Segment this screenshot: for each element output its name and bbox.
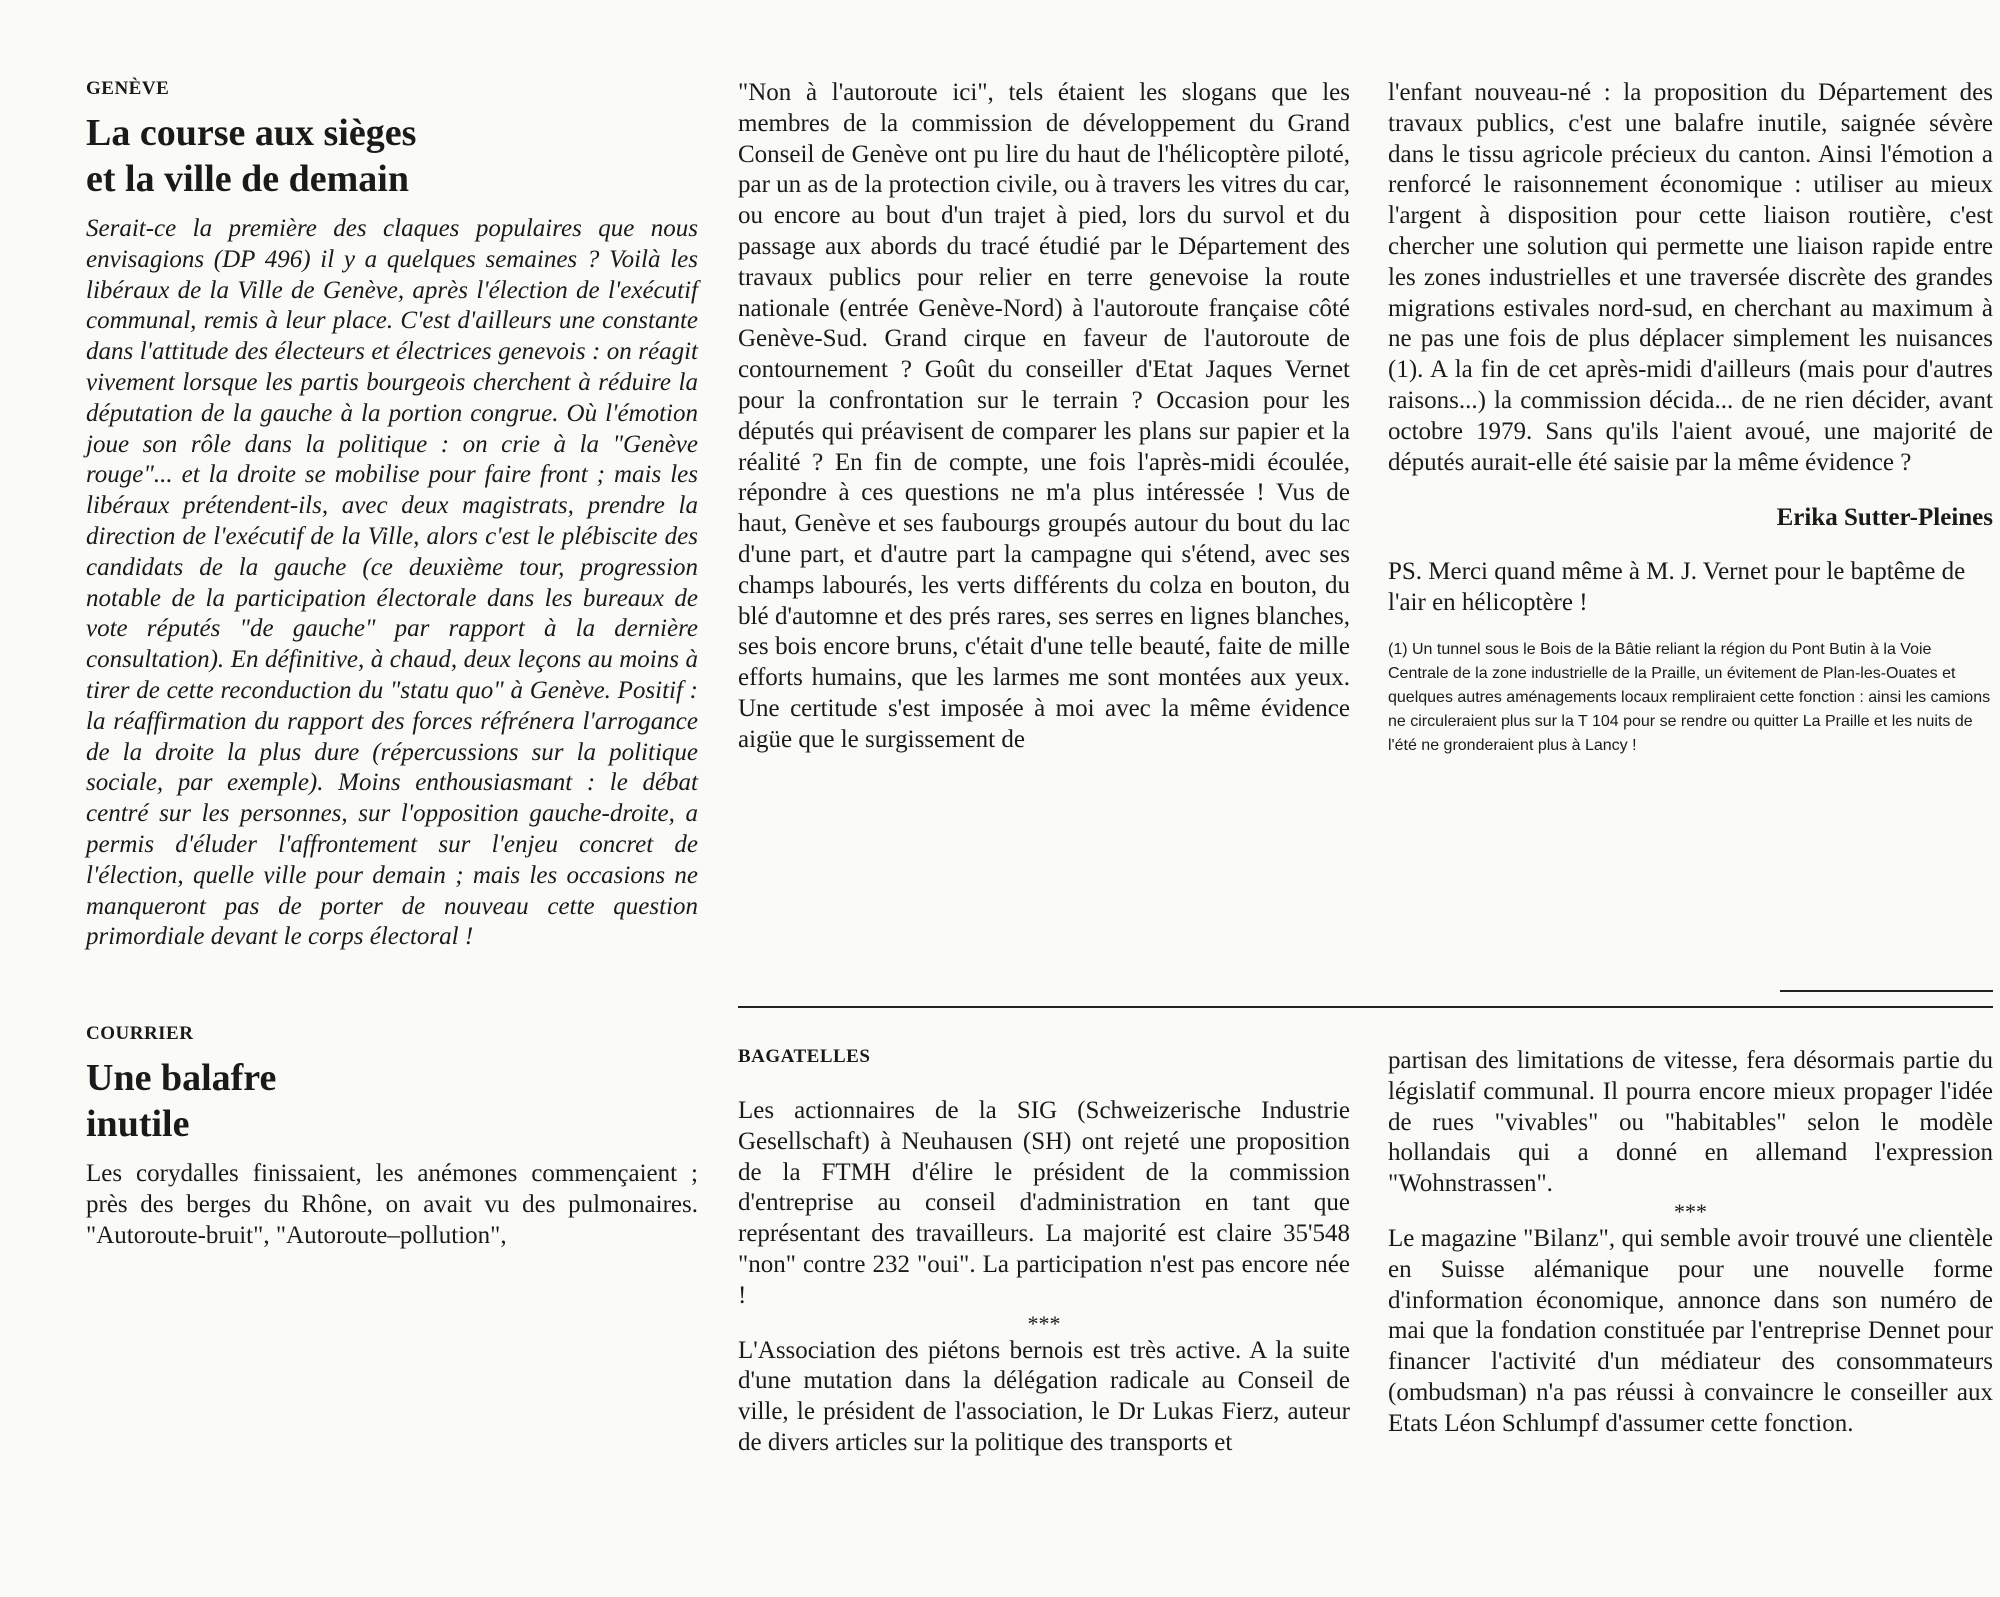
article-headline-course xyxy=(86,110,698,202)
bagatelles-item-bilanz: Le magazine "Bilanz", qui semble avoir trouvé une clientèle en Suisse alémanique pour une nouvelle forme d'information économique, annonce dans son numéro de mai que la fondation constituée par l'entreprise Dennet pour financer l'activité d'un médiateur des consommateurs (ombudsman) n'a pas réussi à convaincre le conseiller aux Etats Léon Schlumpf d'assumer cette fonction. xyxy=(1388,1224,1993,1437)
footnote-rule xyxy=(1780,990,1993,992)
bagatelles-column-a xyxy=(738,1046,1350,1459)
right-column-top xyxy=(1388,78,1993,758)
courrier-body-col3: l'enfant nouveau-né : la proposition du Département des travaux publics, c'est une balafre inutile, saignée sévère dans le tissu agricole précieux du canton. Ainsi l'émotion a renforcé le raisonnement économique : utiliser au mieux l'argent à disposition pour cette liaison routière, c'est chercher une solution qui permette une liaison rapide entre les zones industrielles et une traversée discrète des grandes migrations estivales nord-sud, en cherchant au maximum à ne pas une fois de plus déplacer simplement les nuisances (1). A la fin de cet après-midi d'ailleurs (mais pour d'autres raisons...) la commission décida... de ne rien décider, avant octobre 1979. Sans qu'ils l'aient avoué, une majorité de députés aurait-elle été saisie par la même évidence ? xyxy=(1388,79,1993,476)
bagatelles-item-sig: Les actionnaires de la SIG (Schweizerische Industrie Gesellschaft) à Neuhausen (SH) ont rejeté une proposition de la FTMH d'élire le président de la commission d'entreprise au conseil d'administration en tant que représentant des travailleurs. La majorité est claire 35'548 "non" contre 232 "oui". La participation n'est pas encore née ! xyxy=(738,1097,1350,1309)
middle-column-top xyxy=(738,78,1350,756)
bagatelles-item-pietons-cont: partisan des limitations de vitesse, fera désormais partie du législatif communal. Il pourra encore mieux propager l'idée de rues "vivables" ou "habitables" selon le modèle hollandais qui a donné en allemand l'expression "Wohnstrassen". xyxy=(1388,1047,1993,1198)
separator-stars: *** xyxy=(1027,1310,1061,1336)
bagatelles-item-pietons: L'Association des piétons bernois est très active. A la suite d'une mutation dans la délégation radicale au Conseil de ville, le président de l'association, le Dr Lukas Fierz, auteur de divers articles sur la politique des transports et xyxy=(738,1336,1350,1456)
bagatelles-column-b xyxy=(1388,1046,1993,1440)
courrier-body-col2: "Non à l'autoroute ici", tels étaient les slogans que les membres de la commission de développement du Grand Conseil de Genève ont pu lire du haut de l'hélicoptère piloté, par un as de la protection civile, ou à travers les vitres du car, ou encore au bout d'un trajet à pied, lors du survol et du passage aux abords du tracé étudié par le Département des travaux publics pour relier en terre genevoise la route nationale (entrée Genève-Nord) à l'autoroute française côté Genève-Sud. Grand cirque en faveur de l'autoroute de contournement ? Goût du conseiller d'Etat Jaques Vernet pour la confrontation sur le terrain ? Occasion pour les députés qui préavisent de comparer les plans sur papier et la réalité ? En fin de compte, une fois l'après-midi écoulée, répondre à ces questions ne m'a plus intéressée ! Vus de haut, Genève et ses faubourgs groupés autour du bout du lac d'une part, et d'autre part la campagne qui s'étend, avec ses champs labourés, les verts différents du colza en bouton, du blé d'automne et des prés rares, ses serres en lignes blanches, ses bois encore bruns, c'était d'une telle beauté, faite de mille efforts humains, que les larmes me sont montées aux yeux. Une certitude s'est imposée à moi avec la même évidence aigüe que le surgissement de xyxy=(738,79,1350,753)
courrier-body-col1: Les corydalles finissaient, les anémones commençaient ; près des berges du Rhône, on avait vu des pulmonaires. "Autoroute-bruit", "Autoroute–pollution", xyxy=(86,1160,698,1249)
section-divider-rule xyxy=(738,1006,1993,1008)
postscript: PS. Merci quand même à M. J. Vernet pour le baptême de l'air en hélicoptère ! xyxy=(1388,558,1966,617)
footnote: (1) Un tunnel sous le Bois de la Bâtie reliant la région du Pont Butin à la Voie Centrale de la zone industrielle de la Praille, un évitement de Plan-les-Ouates et quelques autres aménagements locaux rempliraient cette fonction : ainsi les camions ne circuleraient plus sur la T 104 pour se rendre ou quitter La Praille et les nuits de l'été ne gronderaient plus à Lancy ! xyxy=(1388,641,1991,755)
left-column xyxy=(86,78,698,1252)
headline-line-1: Une balafre xyxy=(86,1057,277,1100)
article-headline-balafre xyxy=(86,1055,698,1147)
section-kicker-bagatelles: BAGATELLES xyxy=(738,1046,871,1067)
section-kicker-courrier: COURRIER xyxy=(86,1023,194,1045)
headline-line-2: et la ville de demain xyxy=(86,158,409,200)
separator-stars: *** xyxy=(1674,1198,1707,1224)
section-kicker-geneve: GENÈVE xyxy=(86,78,170,99)
headline-line-1: La course aux sièges xyxy=(86,112,417,154)
article-body-geneve: Serait-ce la première des claques populaires que nous envisagions (DP 496) il y a quelques semaines ? Voilà les libéraux de la Ville de Genève, après l'élection de l'exécutif communal, remis à leur place. C'est d'ailleurs une constante dans l'attitude des électeurs et électrices genevois : on réagit vivement lorsque les partis bourgeois cherchent à réduire la députation de la gauche à la portion congrue. Où l'émotion joue son rôle dans la politique : on crie à la "Genève rouge"... et la droite se mobilise pour faire front ; mais les libéraux prétendent-ils, avec deux magistrats, prendre la direction de l'exécutif de la Ville, alors c'est le plébiscite des candidats de la gauche (ce deuxième tour, progression notable de la participation électorale dans les bureaux de vote réputés "de gauche" par rapport à la dernière consultation). En définitive, à chaud, deux leçons au moins à tirer de cette reconduction du "statu quo" à Genève. Positif : la réaffirmation du rapport des forces réfrénera l'arrogance de la droite la plus dure (répercussions sur la politique sociale, par exemple). Moins enthousiasmant : le débat centré sur les personnes, sur l'opposition gauche-droite, a permis d'éluder l'affrontement sur l'enjeu concret de l'élection, quelle ville pour demain ; mais les occasions ne manqueront pas de porter de nouveau cette question primordiale devant le corps électoral ! xyxy=(86,215,698,951)
author-signature: Erika Sutter-Pleines xyxy=(1776,504,1993,532)
headline-line-2: inutile xyxy=(86,1103,190,1146)
